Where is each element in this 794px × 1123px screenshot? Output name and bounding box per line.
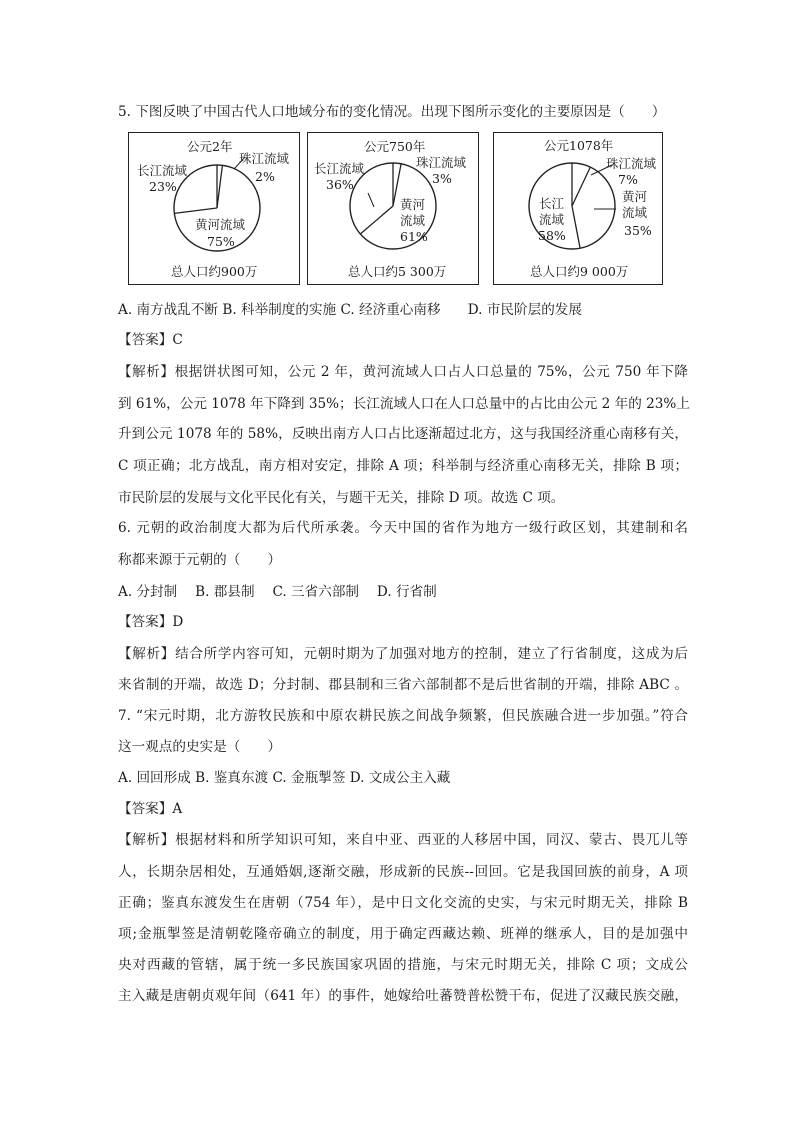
chart3-pct-changjiang: 58% [538, 228, 566, 243]
q7-analysis-line-1: 【解析】根据材料和所学知识可知，来自中亚、西亚的人移居中国，同汉、蒙古、畏兀儿等 [118, 832, 688, 848]
chart1-label-huanghe: 黄河流域 [195, 217, 246, 232]
q7-analysis-line-4: 项;金瓶掣签是清朝乾隆帝确立的制度，用于确定西藏达赖、班禅的继承人，目的是加强中 [118, 926, 688, 942]
chart2-label-huanghe-1: 黄河流域 [400, 197, 426, 228]
chart3-label-zhujiang: 珠江流域 [606, 156, 657, 171]
q7-analysis-line-3: 正确；鉴真东渡发生在唐朝（754 年），是中日文化交流的史实，与宋元时期无关，排除 B [118, 895, 688, 911]
chart1-label-changjiang: 长江流域 [137, 163, 188, 178]
q5-answer: 【答案】C [118, 332, 183, 348]
chart3-year: 公元1078年 [544, 138, 614, 153]
chart1-pct-huanghe: 75% [207, 234, 235, 249]
q7-stem-line-2: 这一观点的史实是（ ） [118, 739, 282, 755]
q6-answer: 【答案】D [118, 614, 184, 630]
q7-answer: 【答案】A [118, 801, 183, 817]
q5-analysis-line-4: C 项正确；北方战乱，南方相对安定，排除 A 项；科举制与经济重心南移无关，排除 B 项； [118, 458, 688, 474]
chart1-pct-changjiang: 23% [149, 179, 177, 194]
chart1-total: 总人口约900万 [171, 264, 258, 279]
chart2-pct-huanghe: 61% [400, 229, 428, 244]
q5-analysis-line-5: 市民阶层的发展与文化平民化有关，与题干无关，排除 D 项。故选 C 项。 [118, 490, 565, 506]
pie-chart-year-750 [307, 132, 479, 285]
q5-analysis-line-1: 【解析】根据饼状图可知，公元 2 年，黄河流域人口占人口总量的 75%，公元 750 年下降 [118, 364, 688, 380]
chart3-pct-huanghe: 35% [624, 223, 652, 238]
q7-analysis-line-6: 主入藏是唐朝贞观年间（641 年）的事件，她嫁给吐蕃赞普松赞干布，促进了汉藏民族交融， [118, 988, 688, 1004]
chart3-label-changjiang: 长江流域 [539, 196, 565, 227]
chart1-year: 公元2年 [187, 139, 233, 154]
q6-analysis-line-2: 来省制的开端，故选 D；分封制、郡县制和三省六部制都不是后世省制的开端，排除 ABC 。 [118, 677, 688, 693]
chart2-pct-changjiang: 36% [326, 177, 354, 192]
chart1-pct-zhujiang: 2% [255, 169, 275, 184]
chart2-year: 公元750年 [364, 139, 426, 154]
q6-analysis-line-1: 【解析】结合所学内容可知，元朝时期为了加强对地方的控制，建立了行省制度，这成为后 [118, 646, 688, 662]
chart2-pct-zhujiang: 3% [432, 171, 452, 186]
q5-options: A. 南方战乱不断 B. 科举制度的实施 C. 经济重心南移 D. 市民阶层的发展 [118, 302, 582, 318]
q5-analysis-line-2: 到 61%，公元 1078 年下降到 35%；长江流域人口在人口总量中的占比由公元 2 年的 23%上 [118, 396, 690, 412]
q7-analysis-line-5: 央对西藏的管辖，属于统一多民族国家巩固的措施，与宋元时期无关，排除 C 项；文成公 [118, 957, 688, 973]
chart3-label-huanghe: 黄河流域 [622, 189, 648, 220]
q6-options: A. 分封制 B. 郡县制 C. 三省六部制 D. 行省制 [118, 584, 437, 600]
pie-chart-year-1078 [493, 132, 663, 285]
chart1-label-zhujiang: 珠江流域 [239, 151, 290, 166]
q7-stem-line-1: 7. “宋元时期，北方游牧民族和中原农耕民族之间战争频繁，但民族融合进一步加强。”符合 [118, 708, 688, 724]
q6-stem-line-1: 6. 元朝的政治制度大都为后代所承袭。今天中国的省作为地方一级行政区划，其建制和名 [118, 520, 688, 536]
chart2-total: 总人口约5 300万 [348, 264, 447, 279]
pie-chart-year-2 [128, 132, 300, 285]
chart3-total: 总人口约9 000万 [530, 264, 629, 279]
chart2-label-zhujiang: 珠江流域 [416, 155, 467, 170]
q7-options: A. 回回形成 B. 鉴真东渡 C. 金瓶掣签 D. 文成公主入藏 [118, 770, 451, 786]
q6-stem-line-2: 称都来源于元朝的（ ） [118, 552, 282, 568]
q5-stem: 5. 下图反映了中国古代人口地域分布的变化情况。出现下图所示变化的主要原因是（ ） [118, 104, 666, 120]
chart3-pct-zhujiang: 7% [618, 172, 638, 187]
chart2-label-changjiang: 长江流域 [314, 161, 365, 176]
q7-analysis-line-2: 人，长期杂居相处，互通婚姻,逐渐交融，形成新的民族--回回。它是我国回族的前身，A 项 [118, 864, 688, 880]
q5-analysis-line-3: 升到公元 1078 年的 58%，反映出南方人口占比逐渐超过北方，这与我国经济重心南移有关， [118, 426, 688, 442]
